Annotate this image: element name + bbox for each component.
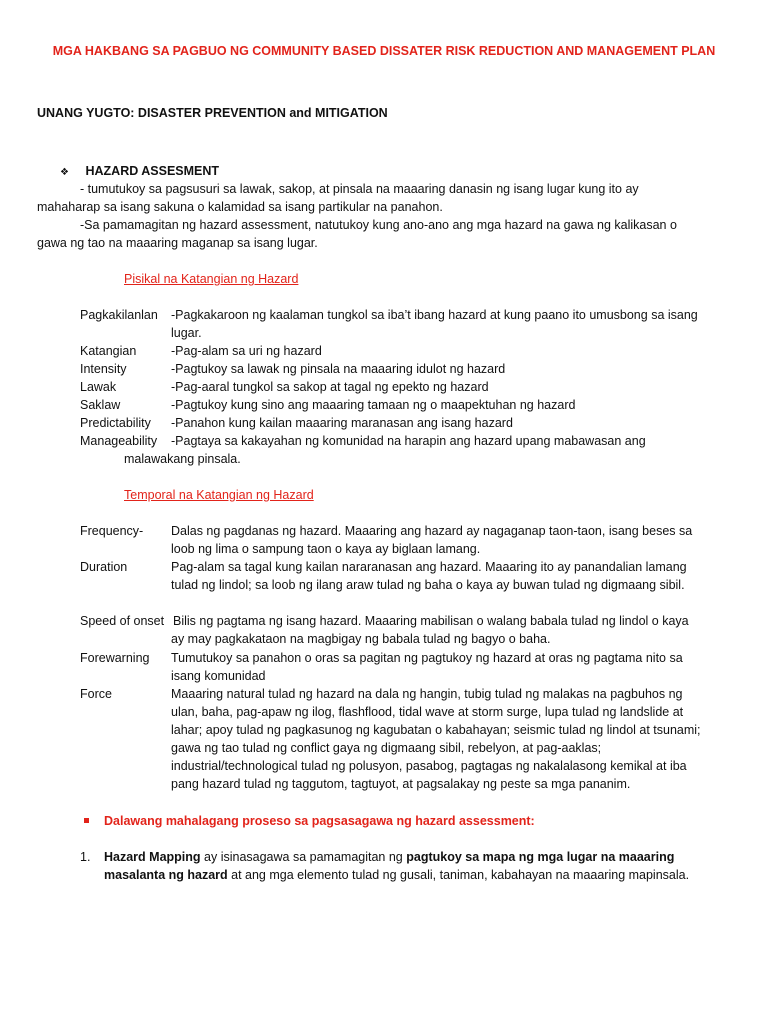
intro-line: gawa ng tao na maaaring maganap sa isang lugar. xyxy=(37,236,318,250)
temporal-term: Speed of onset xyxy=(80,614,165,628)
intro-line: mahaharap sa isang sakuna o kalamidad sa isang partikular na panahon. xyxy=(37,200,443,214)
document-title: MGA HAKBANG SA PAGBUO NG COMMUNITY BASED DISSATER RISK REDUCTION AND MANAGEMENT PLAN xyxy=(52,44,716,58)
intro-line: -Sa pamamagitan ng hazard assessment, natutukoy kung ano-ano ang mga hazard na gawa ng kalikasan o xyxy=(80,218,677,232)
item-1-line-1 xyxy=(104,848,674,866)
temporal-desc: ay may pagkakataon na magbigay ng babala tulad ng bagyo o baha. xyxy=(171,632,551,646)
item-text: sa mapa ng mga lugar na maaaring xyxy=(461,850,675,864)
physical-desc: -Pagtukoy kung sino ang maaaring tamaan ng o maapektuhan ng hazard xyxy=(171,398,576,412)
physical-desc: -Pag-alam sa uri ng hazard xyxy=(171,344,322,358)
item-text: at ang mga elemento tulad ng gusali, taniman, kabahayan na maaaring mapinsala. xyxy=(227,868,690,882)
temporal-term: Forewarning xyxy=(80,651,150,665)
physical-term: Manageability xyxy=(80,434,158,448)
temporal-heading: Temporal na Katangian ng Hazard xyxy=(124,488,314,502)
phase-heading: UNANG YUGTO: DISASTER PREVENTION and MITIGATION xyxy=(37,106,388,120)
intro-line: - tumutukoy sa pagsusuri sa lawak, sakop, at pinsala na maaaring danasin ng isang lugar kung ito ay xyxy=(80,182,639,196)
item-text: ay isinasagawa sa pamamagitan ng xyxy=(200,850,407,864)
temporal-desc: tulad ng lindol; sa loob ng ilang araw tulad ng baha o kaya ay buwan tulad ng digmaang sibil. xyxy=(171,578,685,592)
term-masalanta: masalanta ng hazard xyxy=(104,868,228,882)
temporal-term: Force xyxy=(80,687,112,701)
temporal-term: Duration xyxy=(80,560,128,574)
temporal-term: Frequency- xyxy=(80,524,144,538)
physical-desc: -Pagtukoy sa lawak ng pinsala na maaaring idulot ng hazard xyxy=(171,362,506,376)
physical-term: Katangian xyxy=(80,344,137,358)
physical-desc: lugar. xyxy=(171,326,202,340)
process-heading: Dalawang mahalagang proseso sa pagsasagawa ng hazard assessment: xyxy=(104,814,535,828)
physical-desc: -Panahon kung kailan maaaring maranasan ang isang hazard xyxy=(171,416,513,430)
physical-desc: malawakang pinsala. xyxy=(124,452,241,466)
term-hazard-mapping: Hazard Mapping xyxy=(104,850,201,864)
diamond-bullet-icon: ❖ xyxy=(60,167,69,178)
physical-term: Lawak xyxy=(80,380,117,394)
physical-desc: -Pagtaya sa kakayahan ng komunidad na harapin ang hazard upang mabawasan ang xyxy=(171,434,646,448)
physical-heading: Pisikal na Katangian ng Hazard xyxy=(124,272,299,286)
temporal-desc: lahar; apoy tulad ng pagkasunog ng kagubatan o kabahayan; seismic tulad ng lindol at tsunami; xyxy=(171,723,701,737)
temporal-desc: Bilis ng pagtama ng isang hazard. Maaaring mabilisan o walang babala tulad ng lindol o kaya xyxy=(173,614,689,628)
temporal-desc: Tumutukoy sa panahon o oras sa pagitan ng pagtukoy ng hazard at oras ng pagtama nito sa xyxy=(171,651,683,665)
temporal-desc: Pag-alam sa tagal kung kailan nararanasan ang hazard. Maaaring ito ay panandalian lamang xyxy=(171,560,687,574)
temporal-desc: Maaaring natural tulad ng hazard na dala ng hangin, tubig tulad ng malakas na pagbuhos ng xyxy=(171,687,683,701)
physical-term: Saklaw xyxy=(80,398,121,412)
temporal-desc: ulan, baha, pag-apaw ng ilog, flashflood, tidal wave at storm surge, lupa tulad ng landslide at xyxy=(171,705,684,719)
item-number: 1. xyxy=(80,850,91,864)
temporal-desc: isang komunidad xyxy=(171,669,266,683)
physical-term: Pagkakilanlan xyxy=(80,308,158,322)
hazard-heading-row xyxy=(60,162,219,182)
temporal-desc: gawa ng tao tulad ng conflict gaya ng digmaang sibil, rebelyon, at pag-aaklas; xyxy=(171,741,602,755)
square-bullet-icon xyxy=(84,818,89,823)
temporal-desc: pang hazard tulad ng taggutom, tagtuyot, at pagsalakay ng peste sa mga pananim. xyxy=(171,777,631,791)
item-1-line-2 xyxy=(104,866,689,884)
temporal-desc: Dalas ng pagdanas ng hazard. Maaaring ang hazard ay nagaganap taon-taon, isang beses sa xyxy=(171,524,693,538)
physical-desc: -Pag-aaral tungkol sa sakop at tagal ng epekto ng hazard xyxy=(171,380,489,394)
hazard-heading: HAZARD ASSESMENT xyxy=(85,164,220,178)
physical-term: Predictability xyxy=(80,416,151,430)
term-pagtukoy: pagtukoy xyxy=(406,850,462,864)
physical-desc: -Pagkakaroon ng kaalaman tungkol sa iba’t ibang hazard at kung paano ito umusbong sa isang xyxy=(171,308,698,322)
temporal-desc: loob ng lima o sampung taon o kaya ay biglaan lamang. xyxy=(171,542,481,556)
temporal-desc: industrial/technological tulad ng polusyon, pasabog, pagtagas ng nakalalasong kemikal at iba xyxy=(171,759,687,773)
physical-term: Intensity xyxy=(80,362,127,376)
